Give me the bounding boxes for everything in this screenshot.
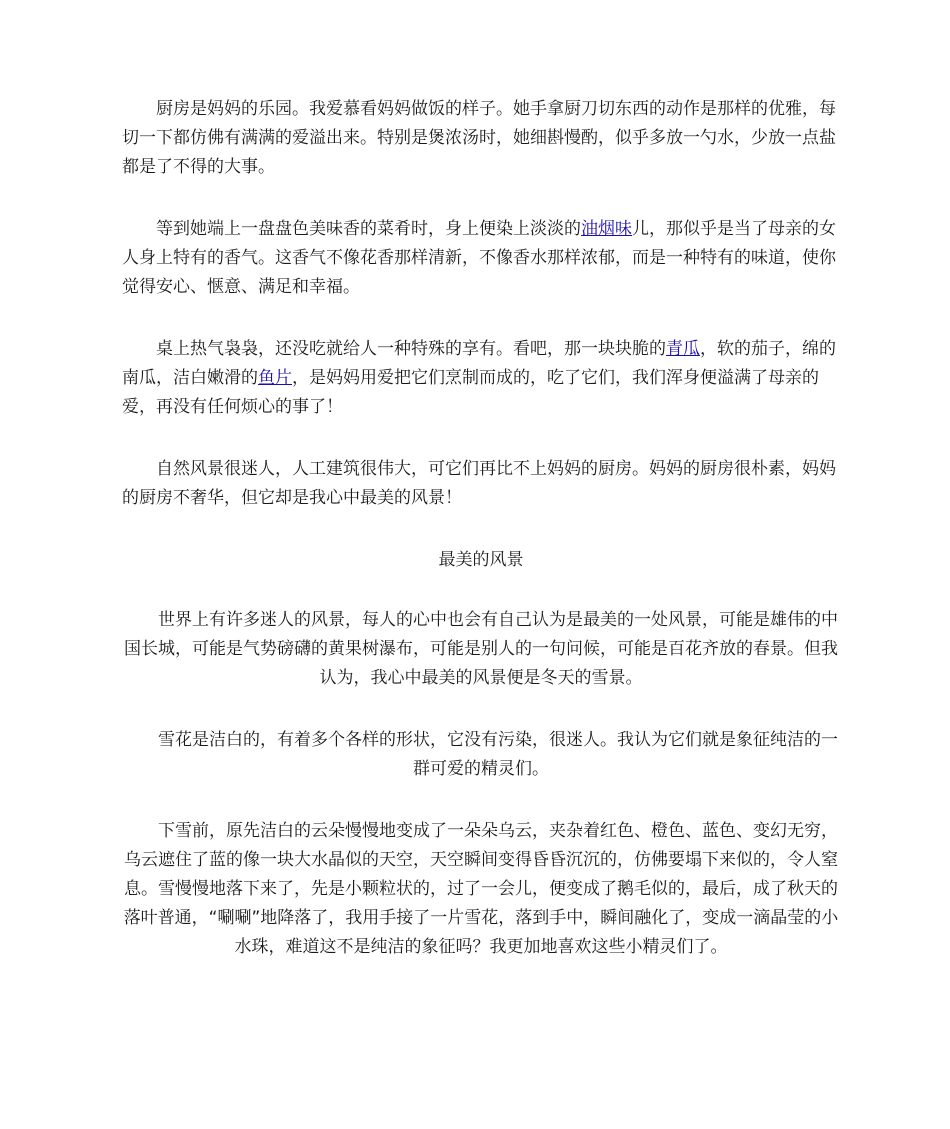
paragraph-text: 自然风景很迷人，人工建筑很伟大，可它们再比不上妈妈的厨房。妈妈的厨房很朴素，妈妈的厨房不奢华，但它却是我心中最美的风景！ bbox=[122, 459, 836, 508]
paragraph-before-snow: 下雪前，原先洁白的云朵慢慢地变成了一朵朵乌云，夹杂着红色、橙色、蓝色、变幻无穷，乌云遮住了蓝的像一块大水晶似的天空，天空瞬间变得昏昏沉沉的，仿佛要塌下来似的，令人窒息。雪慢慢地落下来了，先是小颗粒状的，过了一会儿，便变成了鹅毛似的，最后，成了秋天的落叶普通，“唰唰”地降落了，我用手接了一片雪花，落到手中，瞬间融化了，变成一滴晶莹的小水珠，难道这不是纯洁的象征吗？我更加地喜欢这些小精灵们了。 bbox=[123, 821, 839, 957]
paragraph-snowflakes: 雪花是洁白的，有着多个各样的形状，它没有污染，很迷人。我认为它们就是象征纯洁的一群可爱的精灵们。 bbox=[158, 730, 838, 779]
paragraph-text: ，软的茄子，绵的南瓜，洁白嫩滑的 bbox=[122, 339, 836, 388]
paragraph-dinner-table bbox=[122, 335, 840, 422]
paragraph-text: 儿，那似乎是当了母亲的女人身上特有的香气。这香气不像花香那样清新，不像香水那样浓郁，而是一种特有的味道，使你觉得安心、惬意、满足和幸福。 bbox=[122, 219, 836, 297]
link-youyanwei[interactable]: 油烟味 bbox=[581, 219, 632, 239]
paragraph-text: 等到她端上一盘盘色美味香的菜肴时，身上便染上淡淡的 bbox=[156, 219, 581, 239]
link-yupian[interactable]: 鱼片 bbox=[258, 368, 292, 388]
paragraph-mother-scent bbox=[122, 215, 840, 302]
paragraph-text: 厨房是妈妈的乐园。我爱慕看妈妈做饭的样子。她手拿厨刀切东西的动作是那样的优雅，每切一下都仿佛有满满的爱溢出来。特别是煲浓汤时，她细斟慢酌，似乎多放一勺水，少放一点盐都是了不得的大事。 bbox=[122, 99, 836, 177]
section-title: 最美的风景 bbox=[438, 550, 524, 570]
link-qinggua[interactable]: 青瓜 bbox=[666, 339, 700, 359]
paragraph-world-scenery: 世界上有许多迷人的风景，每人的心中也会有自己认为是最美的一处风景，可能是雄伟的中国长城，可能是气势磅礴的黄果树瀑布，可能是别人的一句问候，可能是百花齐放的春景。但我认为，我心中最美的风景便是冬天的雪景。 bbox=[124, 610, 838, 688]
paragraph-text: 桌上热气袅袅，还没吃就给人一种特殊的享有。看吧，那一块块脆的 bbox=[156, 339, 666, 359]
paragraph-best-scenery bbox=[122, 455, 840, 513]
paragraph-text: ，是妈妈用爱把它们烹制而成的，吃了它们，我们浑身便溢满了母亲的爱，再没有任何烦心的事了！ bbox=[122, 368, 819, 417]
paragraph-kitchen-paradise bbox=[122, 95, 840, 182]
